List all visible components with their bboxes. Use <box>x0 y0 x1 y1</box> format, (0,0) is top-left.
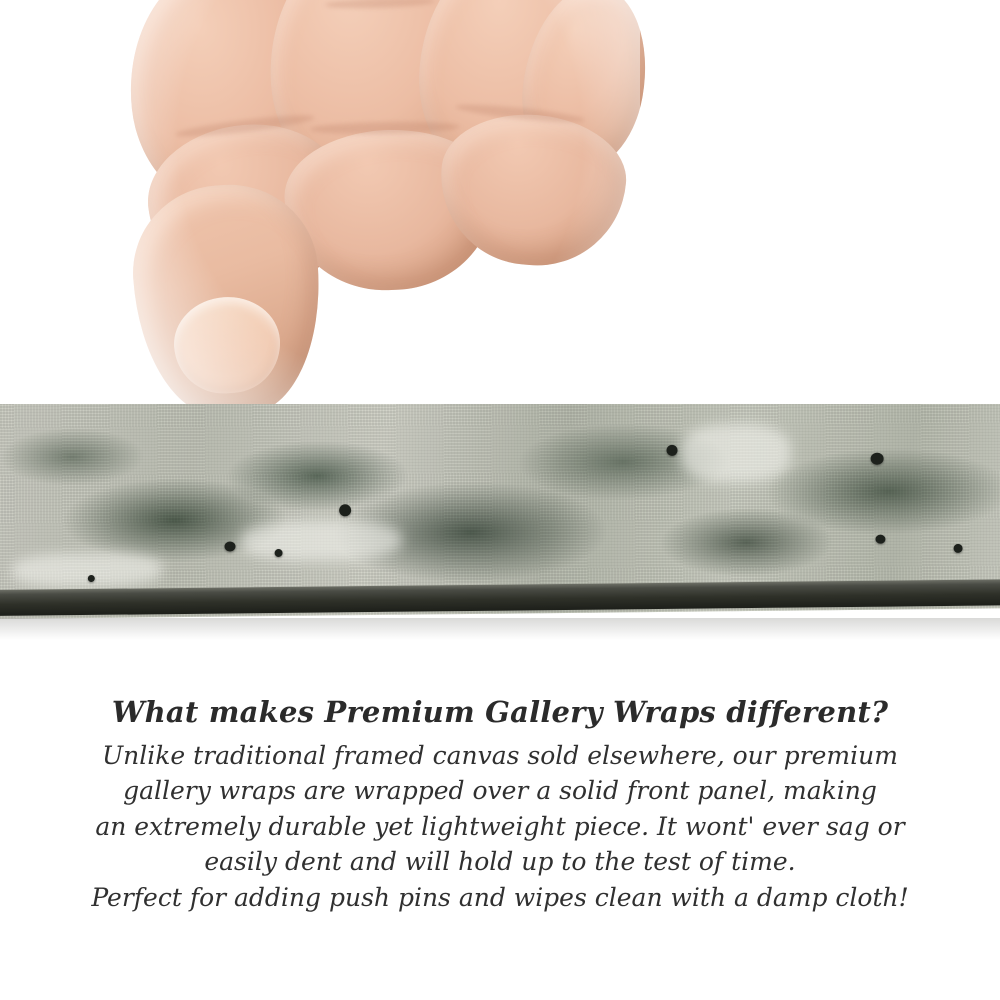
paint-speck <box>871 453 884 465</box>
paint-speck <box>339 504 351 516</box>
caption-body <box>0 738 1000 916</box>
paint-speck <box>224 541 235 551</box>
paint-speck <box>88 575 95 582</box>
caption-title: What makes Premium Gallery Wraps different? <box>111 695 889 729</box>
hand-icon <box>120 0 640 440</box>
caption-block <box>0 695 1000 915</box>
paint-highlight <box>241 520 401 562</box>
caption-line: an extremely durable yet lightweight piece. It wont' ever sag or <box>95 811 905 841</box>
caption-line: gallery wraps are wrapped over a solid front panel, making <box>123 776 877 806</box>
paint-speck <box>875 535 885 544</box>
canvas-drop-shadow <box>0 618 1000 640</box>
caption-line: Perfect for adding push pins and wipes clean with a damp cloth! <box>91 882 909 912</box>
paint-speck <box>275 549 283 557</box>
canvas-wrap-strip <box>0 404 1000 619</box>
paint-speck <box>666 445 677 456</box>
thumbnail-shape <box>171 294 283 397</box>
paint-highlight <box>12 552 162 588</box>
caption-line: easily dent and will hold up to the test of time. <box>204 847 796 877</box>
paint-highlight <box>680 424 791 483</box>
caption-line: Unlike traditional framed canvas sold elsewhere, our premium <box>102 740 898 770</box>
paint-speck <box>954 544 963 553</box>
